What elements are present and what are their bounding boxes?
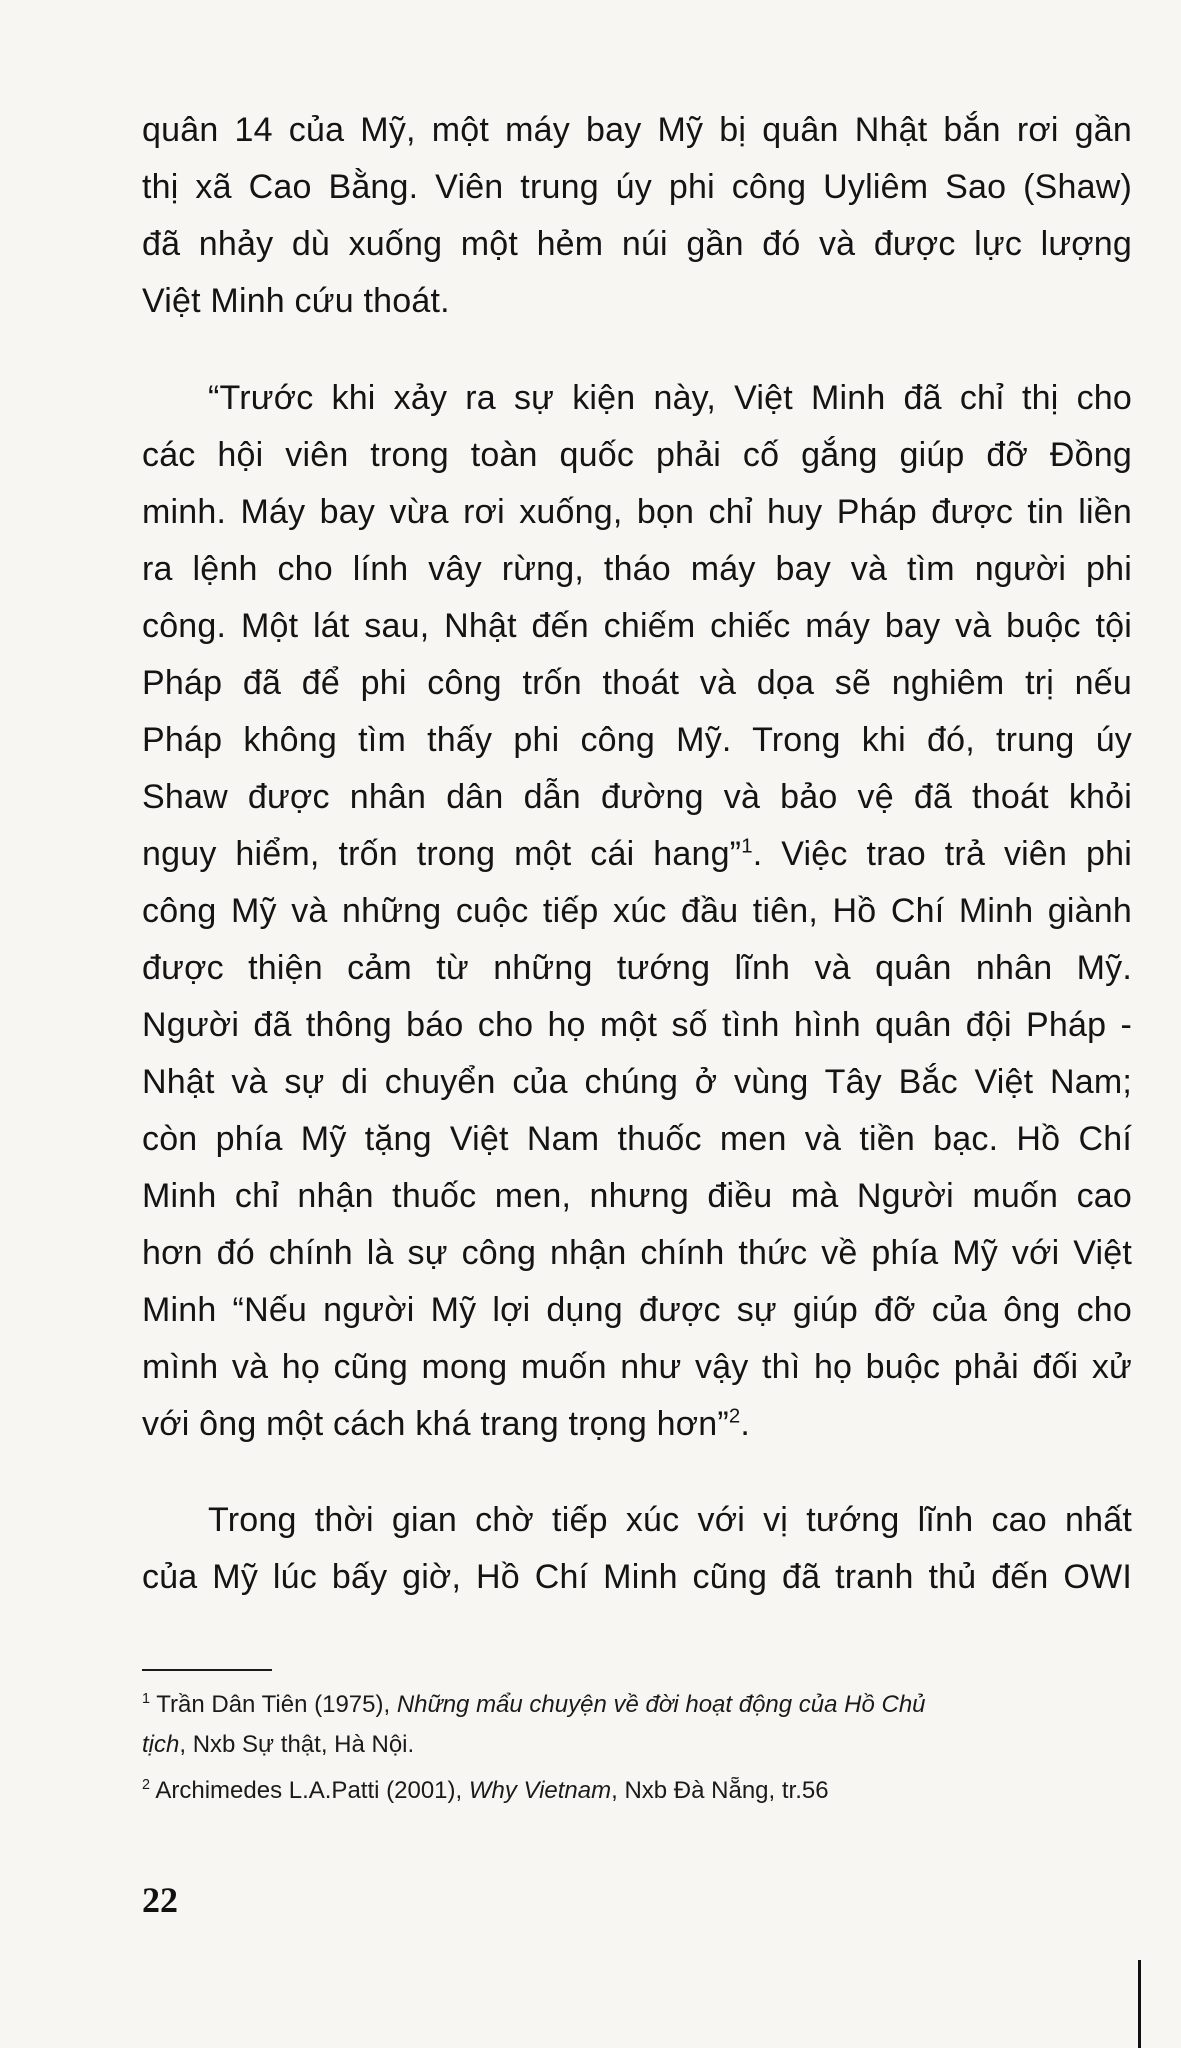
- body-line: công. Một lát sau, Nhật đến chiếm chiếc máy bay và buộc tội: [142, 607, 1132, 645]
- body-line: Người đã thông báo cho họ một số tình hình quân đội Pháp -: [142, 1006, 1132, 1044]
- page-number: 22: [142, 1880, 178, 1920]
- body-line: các hội viên trong toàn quốc phải cố gắng giúp đỡ Đồng: [142, 436, 1132, 474]
- body-line: Shaw được nhân dân dẫn đường và bảo vệ đã thoát khỏi: [142, 778, 1132, 816]
- body-line: “Trước khi xảy ra sự kiện này, Việt Minh đã chỉ thị cho: [208, 379, 1132, 417]
- footnote-1-continued: [142, 1730, 414, 1760]
- footnote-2: [142, 1776, 829, 1806]
- body-line: thị xã Cao Bằng. Viên trung úy phi công Uyliêm Sao (Shaw): [142, 168, 1132, 206]
- footnote-ref: 2: [728, 1405, 741, 1428]
- footnote-text: , Nxb Sự thật, Hà Nội.: [179, 1731, 415, 1758]
- footnote-title: tịch: [142, 1731, 180, 1758]
- body-line: mình và họ cũng mong muốn như vậy thì họ buộc phải đối xử: [142, 1348, 1132, 1386]
- footnote-ref: 1: [741, 835, 753, 858]
- body-line: Pháp không tìm thấy phi công Mỹ. Trong khi đó, trung úy: [142, 721, 1132, 759]
- body-line: của Mỹ lúc bấy giờ, Hồ Chí Minh cũng đã tranh thủ đến OWI: [142, 1558, 1132, 1596]
- body-line: quân 14 của Mỹ, một máy bay Mỹ bị quân Nhật bắn rơi gần: [142, 111, 1132, 149]
- footnote-number: 1: [142, 1691, 151, 1707]
- body-line-text: . Việc trao trả viên phi: [752, 835, 1132, 873]
- body-line: được thiện cảm từ những tướng lĩnh và quân nhân Mỹ.: [142, 949, 1132, 987]
- body-line-text: .: [740, 1405, 751, 1443]
- body-line: Việt Minh cứu thoát.: [142, 282, 450, 320]
- body-line: Pháp đã để phi công trốn thoát và dọa sẽ nghiêm trị nếu: [142, 664, 1132, 702]
- body-line: công Mỹ và những cuộc tiếp xúc đầu tiên, Hồ Chí Minh giành: [142, 892, 1132, 930]
- footnote-title: Why Vietnam: [468, 1777, 612, 1804]
- body-line: còn phía Mỹ tặng Việt Nam thuốc men và tiền bạc. Hồ Chí: [142, 1120, 1132, 1158]
- body-line-text: nguy hiểm, trốn trong một cái hang”: [142, 835, 742, 873]
- body-line: hơn đó chính là sự công nhận chính thức về phía Mỹ với Việt: [142, 1234, 1132, 1272]
- footnote-divider: [142, 1669, 272, 1671]
- footnote-number: 2: [142, 1777, 151, 1793]
- body-line: Minh chỉ nhận thuốc men, nhưng điều mà Người muốn cao: [142, 1177, 1132, 1215]
- body-line: Nhật và sự di chuyển của chúng ở vùng Tây Bắc Việt Nam;: [142, 1063, 1132, 1101]
- body-line-text: với ông một cách khá trang trọng hơn”: [142, 1405, 729, 1443]
- page-edge-mark: [1138, 1960, 1141, 2048]
- body-line: Minh “Nếu người Mỹ lợi dụng được sự giúp đỡ của ông cho: [142, 1291, 1132, 1329]
- body-line: Trong thời gian chờ tiếp xúc với vị tướng lĩnh cao nhất: [208, 1501, 1132, 1539]
- footnote-text: , Nxb Đà Nẵng, tr.56: [611, 1777, 829, 1804]
- footnote-text: Trần Dân Tiên (1975),: [156, 1691, 397, 1718]
- footnote-1: [142, 1690, 926, 1720]
- body-line: [142, 834, 1132, 874]
- footnote-text: Archimedes L.A.Patti (2001),: [155, 1777, 469, 1804]
- body-line: [142, 1404, 750, 1444]
- body-line: ra lệnh cho lính vây rừng, tháo máy bay và tìm người phi: [142, 550, 1132, 588]
- footnote-title: Những mẩu chuyện về đời hoạt động của Hồ Chủ: [396, 1691, 926, 1718]
- body-line: đã nhảy dù xuống một hẻm núi gần đó và được lực lượng: [142, 225, 1132, 263]
- body-line: minh. Máy bay vừa rơi xuống, bọn chỉ huy Pháp được tin liền: [142, 493, 1132, 531]
